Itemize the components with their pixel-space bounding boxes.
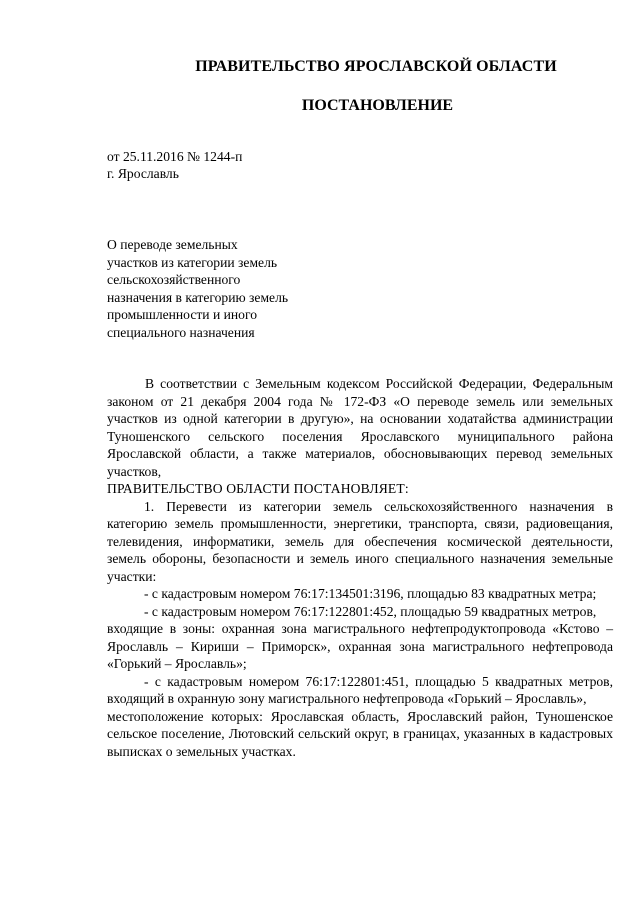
plot-3-paragraph: - с кадастровым номером 76:17:122801:451, площадью 5 квадратных метров, входящий в охранную зону магистрального нефтепровода «Горький – Ярославль», bbox=[107, 673, 613, 706]
subject-line: промышленности и иного bbox=[107, 307, 258, 322]
subject-line: участков из категории земель bbox=[107, 254, 278, 270]
subject-line: сельскохозяйственного bbox=[107, 272, 241, 287]
preamble-paragraph: В соответствии с Земельным кодексом Российской Федерации, Федеральным законом от 21 декабря 2004 года № 172-ФЗ «О переводе земель или земельных участков из одной категории в другую», на основании ходатайства администрации Туношенского сельского поселения Ярославского муниципального района Ярославской области, а также материалов, обосновывающих перевод земельных участков, bbox=[107, 376, 613, 479]
plot-1-paragraph: - с кадастровым номером 76:17:134501:3196, площадью 83 квадратных метра; bbox=[144, 586, 597, 601]
document-type-heading: ПОСТАНОВЛЕНИЕ bbox=[301, 97, 454, 114]
plot-2-paragraph: - с кадастровым номером 76:17:122801:452, площадью 59 квадратных метров, bbox=[144, 603, 597, 619]
subject-line: специального назначения bbox=[107, 324, 255, 340]
organization-heading: ПРАВИТЕЛЬСТВО ЯРОСЛАВСКОЙ ОБЛАСТИ bbox=[195, 58, 557, 75]
document-subject bbox=[107, 236, 367, 341]
document-meta bbox=[107, 148, 242, 182]
subject-line: назначения в категорию земель bbox=[107, 289, 289, 305]
city: г. Ярославль bbox=[107, 166, 179, 181]
plot-2-zones-paragraph: входящие в зоны: охранная зона магистрального нефтепродуктопровода «Кстово – Ярославль – Кириши – Приморск», охранная зона магистрального нефтепровода «Горький – Ярославль»; bbox=[107, 621, 613, 671]
resolves-line: ПРАВИТЕЛЬСТВО ОБЛАСТИ ПОСТАНОВЛЯЕТ: bbox=[107, 481, 409, 496]
date-number: от 25.11.2016 № 1244-п bbox=[107, 149, 243, 164]
item-1-paragraph: 1. Перевести из категории земель сельскохозяйственного назначения в категорию земель промышленности, энергетики, транспорта, связи, радиовещания, телевидения, информатики, земель для обеспечения космической деятельности, земель обороны, безопасности и земель иного специального назначения земельные участки: bbox=[107, 498, 613, 584]
document-body bbox=[107, 375, 613, 760]
subject-line: О переводе земельных bbox=[107, 237, 238, 252]
location-paragraph: местоположение которых: Ярославская область, Ярославский район, Туношенское сельское поселение, Лютовский сельский округ, в границах, указанных в кадастровых выписках о земельных участках. bbox=[107, 708, 613, 759]
